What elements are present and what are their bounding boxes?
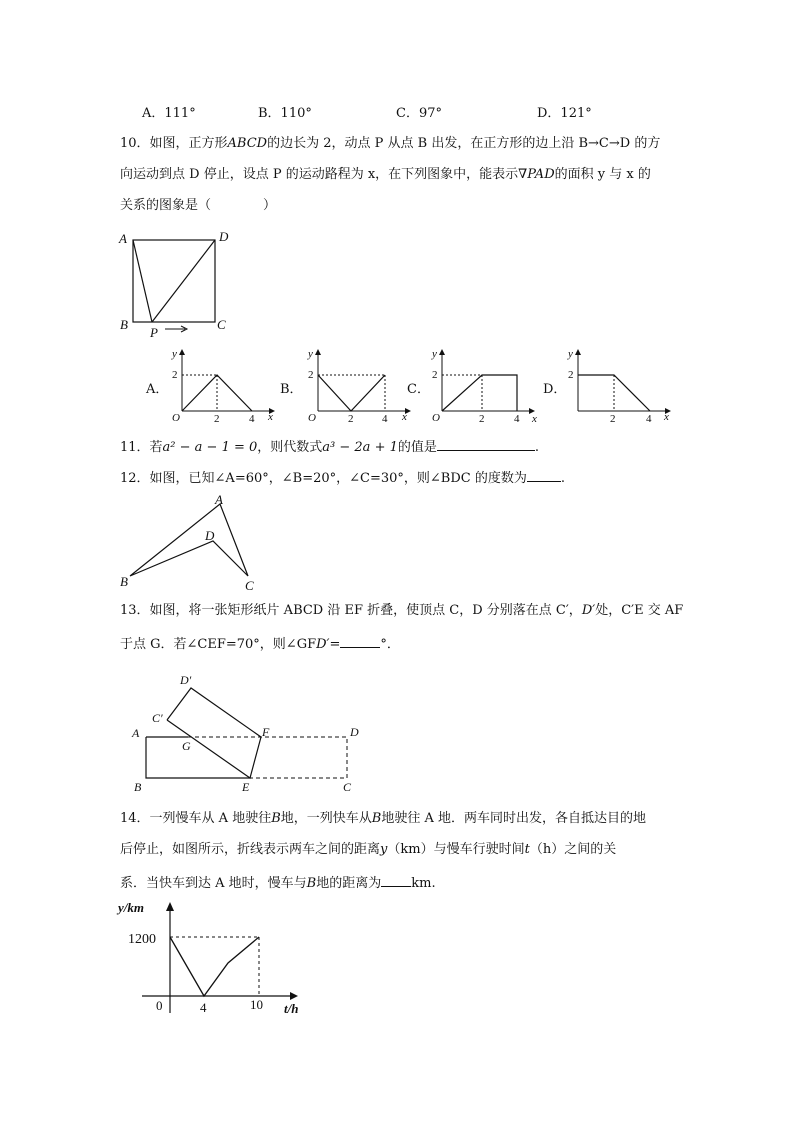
q10-option-c: C． (407, 382, 430, 397)
svg-text:F: F (262, 725, 270, 739)
q12-figure (115, 494, 265, 594)
svg-text:x: x (402, 411, 407, 423)
q10-line-2: 向运动到点 D 停止，设点 P 的运动路程为 x，在下列图象中，能表示∇PAD的面积 y 与 x 的 (120, 167, 651, 182)
q10-option-b: B． (280, 382, 303, 397)
q10-graph-d (564, 345, 679, 425)
answer-blank[interactable] (340, 633, 380, 648)
svg-text:B: B (134, 780, 142, 794)
q10-square-figure (115, 228, 245, 343)
svg-text:A: A (132, 726, 140, 740)
q14-graph (118, 895, 318, 1020)
svg-text:D: D (350, 725, 359, 739)
svg-text:y: y (568, 348, 573, 360)
svg-text:2: 2 (172, 369, 178, 381)
label-d: D (219, 229, 229, 244)
svg-text:2: 2 (214, 413, 220, 425)
svg-text:4: 4 (514, 413, 520, 425)
q10-line-3: 关系的图象是（ ） (120, 198, 277, 213)
q14-line-3: 系．当快车到达 A 地时，慢车与B地的距离为 km. (120, 872, 436, 894)
svg-text:G: G (182, 739, 191, 753)
svg-text:2: 2 (568, 369, 574, 381)
svg-text:C: C (245, 578, 254, 593)
svg-text:x: x (268, 411, 273, 423)
svg-text:y: y (432, 348, 437, 360)
q9-option-a: A．111° (142, 106, 196, 121)
svg-text:O: O (308, 412, 316, 424)
svg-text:C: C (343, 780, 352, 794)
svg-text:x: x (532, 413, 537, 425)
q10-option-d: D． (543, 382, 567, 397)
q12-text: 12．如图，已知∠A=60°，∠B=20°，∠C=30°，则∠BDC 的度数为 . (120, 467, 565, 489)
svg-text:4: 4 (382, 413, 388, 425)
q9-option-c: C．97° (396, 106, 442, 121)
q10-graph-a (168, 345, 283, 425)
svg-text:1200: 1200 (128, 932, 156, 947)
answer-blank[interactable] (527, 467, 561, 482)
label-c: C (217, 317, 226, 332)
q13-line-2: 于点 G．若∠CEF=70°，则∠GFD′= °． (120, 633, 400, 655)
q14-line-1: 14．一列慢车从 A 地驶往B地，一列快车从B地驶往 A 地．两车同时出发，各自抵达目的地 (120, 811, 646, 826)
svg-text:E: E (242, 780, 250, 794)
q11-text: 11．若a² − a − 1 = 0，则代数式a³ − 2a + 1的值是 . (120, 436, 539, 458)
svg-text:x: x (664, 411, 669, 423)
answer-blank[interactable] (437, 436, 535, 451)
svg-text:D: D (205, 528, 215, 543)
q14-line-2: 后停止，如图所示，折线表示两车之间的距离y（km）与慢车行驶时间t（h）之间的关 (120, 842, 617, 857)
svg-text:y: y (172, 348, 177, 360)
label-b: B (120, 317, 128, 332)
q13-figure (128, 670, 373, 795)
q9-option-b: B．110° (258, 106, 312, 121)
svg-text:2: 2 (610, 413, 616, 425)
svg-text:O: O (172, 412, 180, 424)
svg-text:0: 0 (156, 998, 163, 1013)
svg-text:y/km: y/km (118, 900, 144, 915)
svg-text:2: 2 (479, 413, 485, 425)
q10-graph-b (304, 345, 419, 425)
q13-line-1: 13．如图，将一张矩形纸片 ABCD 沿 EF 折叠，使顶点 C，D 分别落在点 C′，D′处，C′E 交 AF (120, 603, 684, 618)
svg-text:4: 4 (249, 413, 255, 425)
q10-graph-c (428, 345, 543, 425)
svg-text:A: A (215, 492, 223, 507)
svg-text:4: 4 (200, 1000, 207, 1015)
q9-option-d: D．121° (537, 106, 592, 121)
answer-blank[interactable] (381, 872, 411, 887)
svg-text:B: B (120, 574, 128, 589)
label-p: P (150, 325, 158, 340)
svg-text:4: 4 (646, 413, 652, 425)
q10-line-1: 10．如图，正方形ABCD的边长为 2，动点 P 从点 B 出发，在正方形的边上沿 B→C→D 的方 (120, 136, 661, 151)
q10-option-a: A． (146, 382, 169, 397)
svg-text:C′: C′ (152, 711, 163, 725)
svg-text:10: 10 (250, 997, 263, 1012)
svg-text:t/h: t/h (284, 1001, 299, 1016)
svg-text:O: O (432, 412, 440, 424)
label-a: A (119, 231, 127, 246)
svg-text:2: 2 (432, 369, 438, 381)
svg-text:2: 2 (308, 369, 314, 381)
svg-text:2: 2 (348, 413, 354, 425)
svg-text:y: y (308, 348, 313, 360)
svg-text:D′: D′ (180, 673, 192, 687)
